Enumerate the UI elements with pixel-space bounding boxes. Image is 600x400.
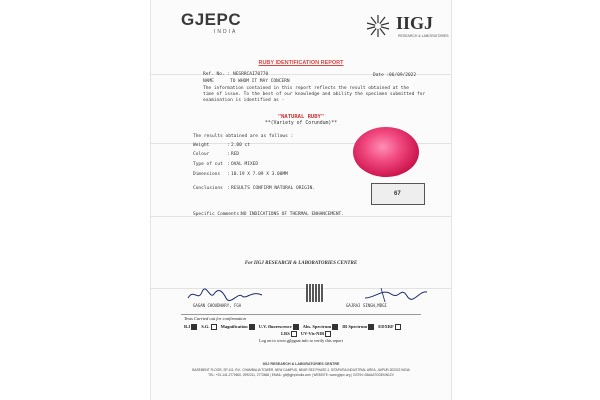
left-signature-icon	[186, 286, 266, 304]
ref-label: Ref. No. :	[203, 72, 231, 77]
test-label: Magnification	[220, 324, 248, 330]
intro-line-1: The information contained in this report reflects the result obtained at the	[203, 86, 409, 91]
date-label: Date :	[373, 73, 390, 78]
variety: **(Variety of Corundum)**	[264, 121, 338, 126]
gjepc-logo-sub: INDIA	[214, 29, 238, 35]
footer-address: BASEMENT FLOOR, SP-111, R.K. CHAMBALIA TOWER, NEW CAMPUS, NEAR SEZ PHASE-1, SITAPURA INDUSTRIAL AREA, JAIPUR-302022 INDIA	[192, 368, 410, 372]
test-label: U.V. fluorescence	[258, 324, 292, 330]
test-label: LRS	[281, 331, 290, 337]
hologram-stamp-text: 67	[394, 191, 401, 197]
checkbox-icon	[293, 324, 299, 330]
date-value: 06/09/2022	[389, 73, 417, 78]
field-label: Weight	[193, 143, 210, 148]
conclusions-value: RESULTS CONFIRM NATURAL ORIGIN.	[231, 186, 315, 191]
iigj-emblem-icon	[366, 14, 390, 38]
tests-row-2	[281, 331, 334, 337]
checkbox-icon	[332, 324, 338, 330]
report-title: RUBY IDENTIFICATION REPORT	[258, 60, 344, 66]
test-label: UV-Vis-NIR	[300, 331, 325, 337]
field-label: Type of cut	[193, 162, 223, 167]
qr-code	[306, 284, 324, 302]
identification: "NATURAL RUBY"	[277, 114, 325, 120]
certificate-page: GJEPC INDIA IIGJ RESEARCH & LABORATORIES RUBY IDENTIFICATION REPORT Ref. No. : NESRRCAI70770 Date : 06/09/2022 NAME TO WHOM IT MAY CONCERN The information contained in this report reflects the result obtained at the time of issue. To the best of our knowledge and ability the specimen submitted for examination is identified as - "NATURAL RUBY" **(Variety of Corundum)** The results obtained are as follows : Weight : 2.00 ct Colour : RED Type of cut : OVAL MIXED Dimensions : 10.19 X 7.09 X 3.00MM Conclusions : RESULTS CONFIRM NATURAL ORIGIN. Specific Comments: NO INDICATIONS OF THERMAL ENHANCEMENT. 67 For IIGJ RESEARCH & LABORATORIES CENTRE GAGAN CHOUDHARY, FGA GAJRAJ SINGH,MDGI Tests Carried out for confirmation R.I S.G. Magnification U.V. fluorescence Abs. Spectrum IR Spectrum EDXRF LRS UV-Vis-NIR Log on to www.gjlpgsar.info to verify this report IIGJ RESEARCH & LABORATORIES CENTRE BASEMENT FLOOR, SP-111, R.K. CHAMBALIA TOWER, NEW CAMPUS, NEAR SEZ PHASE-1, SITAPURA INDUSTRIAL AREA, JAIPUR-302022 INDIA TEL: +91-141-2770600, 2992211, 2773666 | EMAIL: gtl@gjepcindia.com | WEBSITE: www.gjepc.org | GSTIN: 08AAATG0394N1ZV	[150, 0, 452, 400]
results-intro: The results obtained are as follows :	[193, 134, 294, 139]
field-label: Colour	[193, 152, 210, 157]
field-value: RED	[231, 152, 240, 157]
iigj-logo-sub: RESEARCH & LABORATORIES	[398, 34, 449, 38]
ref-value: NESRRCAI70770	[233, 72, 269, 77]
checkbox-icon	[291, 331, 297, 337]
lab-signature-line: For IIGJ RESEARCH & LABORATORIES CENTRE	[244, 261, 358, 266]
checkbox-icon	[368, 324, 374, 330]
ruby-gem-photo	[353, 127, 419, 177]
checkbox-icon	[395, 324, 401, 330]
test-label: Abs. Spectrum	[302, 324, 332, 330]
checkbox-icon	[325, 331, 331, 337]
left-signatory-name: GAGAN CHOUDHARY, FGA	[193, 303, 242, 308]
conclusions-label: Conclusions	[193, 186, 223, 191]
name-value: TO WHOM IT MAY CONCERN	[230, 79, 290, 84]
gjepc-logo: GJEPC	[181, 10, 242, 29]
intro-line-3: examination is identified as -	[203, 98, 285, 103]
checkbox-icon	[211, 324, 217, 330]
test-label: IR Spectrum	[342, 324, 368, 330]
iigj-logo: IIGJ	[396, 13, 434, 33]
field-value: 2.00 ct	[231, 143, 250, 148]
specific-comments-label: Specific Comments:	[193, 212, 242, 217]
right-signature-icon	[361, 284, 431, 304]
field-value: 10.19 X 7.09 X 3.00MM	[231, 172, 288, 177]
tests-caption: Tests Carried out for confirmation	[184, 316, 246, 321]
specific-comments-value: NO INDICATIONS OF THERMAL ENHANCEMENT.	[241, 212, 344, 217]
name-label: NAME	[203, 79, 214, 84]
footer-contact: TEL: +91-141-2770600, 2992211, 2773666 | EMAIL: gtl@gjepcindia.com | WEBSITE: www.gjepc.org | GSTIN: 08AAATG0394N1ZV	[208, 373, 394, 377]
right-signatory-name: GAJRAJ SINGH,MDGI	[346, 303, 387, 308]
footer-org: IIGJ RESEARCH & LABORATORIES CENTRE	[262, 362, 340, 366]
test-label: R.I	[184, 324, 191, 330]
field-value: OVAL MIXED	[231, 162, 259, 167]
test-label: EDXRF	[378, 324, 394, 330]
intro-line-2: time of issue. To the best of our knowledge and ability the specimen submitted for	[203, 92, 426, 97]
field-label: Dimensions	[193, 172, 221, 177]
checkbox-icon	[191, 324, 197, 330]
checkbox-icon	[249, 324, 255, 330]
test-label: S.G.	[201, 324, 210, 330]
verify-text: Log on to www.gjlpgsar.info to verify this report	[259, 338, 343, 343]
tests-row-1	[184, 324, 404, 330]
